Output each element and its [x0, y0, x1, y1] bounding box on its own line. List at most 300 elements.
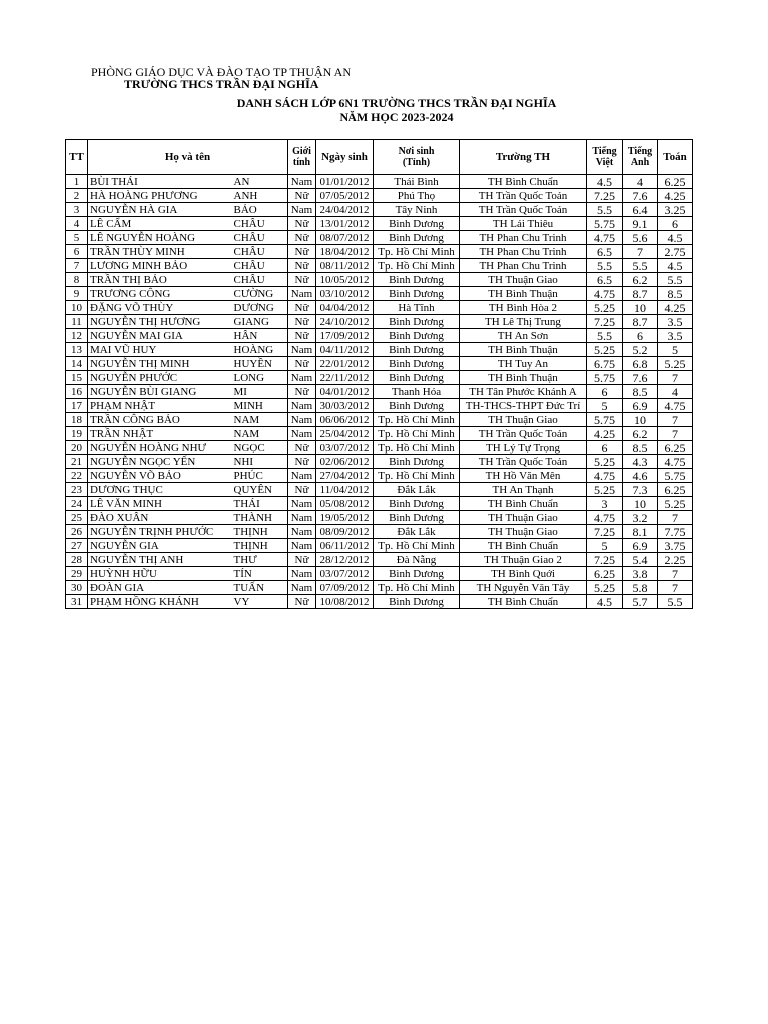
cell-dob: 05/08/2012	[316, 497, 374, 511]
cell-vietnamese-score: 5.5	[587, 259, 623, 273]
cell-math-score: 7	[658, 413, 693, 427]
cell-primary-school: TH Thuận Giao	[460, 413, 587, 427]
cell-english-score: 8.7	[623, 315, 658, 329]
cell-primary-school: TH Lý Tự Trọng	[460, 441, 587, 455]
cell-birthplace: Thanh Hóa	[374, 385, 460, 399]
cell-gender: Nữ	[288, 385, 316, 399]
cell-vietnamese-score: 5.75	[587, 413, 623, 427]
table-row	[66, 497, 693, 511]
table-row	[66, 245, 693, 259]
cell-birthplace: Bình Dương	[374, 273, 460, 287]
cell-dob: 04/01/2012	[316, 385, 374, 399]
cell-family-name: TRẦN THỊ BẢO	[88, 273, 232, 287]
cell-math-score: 5	[658, 343, 693, 357]
cell-dob: 06/11/2012	[316, 539, 374, 553]
table-row	[66, 455, 693, 469]
table-row	[66, 175, 693, 189]
cell-english-score: 6.9	[623, 399, 658, 413]
table-row	[66, 315, 693, 329]
school-year: NĂM HỌC 2023-2024	[339, 110, 454, 124]
cell-primary-school: TH Trần Quốc Toản	[460, 455, 587, 469]
cell-family-name: NGUYỄN NGỌC YẾN	[88, 455, 232, 469]
cell-primary-school: TH Trần Quốc Toản	[460, 189, 587, 203]
cell-family-name: HÀ HOÀNG PHƯƠNG	[88, 189, 232, 203]
cell-english-score: 5.8	[623, 581, 658, 595]
cell-tt: 6	[66, 245, 88, 259]
table-row	[66, 525, 693, 539]
cell-vietnamese-score: 5.25	[587, 301, 623, 315]
cell-math-score: 7	[658, 567, 693, 581]
cell-tt: 1	[66, 175, 88, 189]
cell-given-name: LONG	[232, 371, 288, 385]
cell-dob: 07/05/2012	[316, 189, 374, 203]
cell-given-name: HOÀNG	[232, 343, 288, 357]
cell-english-score: 10	[623, 413, 658, 427]
cell-vietnamese-score: 7.25	[587, 189, 623, 203]
cell-primary-school: TH Phan Chu Trinh	[460, 231, 587, 245]
cell-given-name: QUYÊN	[232, 483, 288, 497]
cell-math-score: 8.5	[658, 287, 693, 301]
cell-english-score: 9.1	[623, 217, 658, 231]
table-row	[66, 539, 693, 553]
cell-family-name: LƯƠNG MINH BẢO	[88, 259, 232, 273]
cell-given-name: THÁI	[232, 497, 288, 511]
cell-tt: 11	[66, 315, 88, 329]
cell-math-score: 6.25	[658, 441, 693, 455]
cell-english-score: 7.6	[623, 371, 658, 385]
cell-dob: 03/07/2012	[316, 441, 374, 455]
cell-gender: Nữ	[288, 273, 316, 287]
cell-english-score: 4.6	[623, 469, 658, 483]
cell-family-name: ĐOÀN GIA	[88, 581, 232, 595]
table-row	[66, 469, 693, 483]
cell-birthplace: Bình Dương	[374, 455, 460, 469]
cell-family-name: NGUYỄN PHƯỚC	[88, 371, 232, 385]
cell-english-score: 4	[623, 175, 658, 189]
cell-primary-school: TH Phan Chu Trinh	[460, 259, 587, 273]
cell-gender: Nam	[288, 539, 316, 553]
cell-dob: 22/01/2012	[316, 357, 374, 371]
document-title: DANH SÁCH LỚP 6N1 TRƯỜNG THCS TRẦN ĐẠI NGHĨA	[236, 96, 557, 110]
cell-tt: 27	[66, 539, 88, 553]
cell-math-score: 6.25	[658, 483, 693, 497]
col-header-math: Toán	[658, 140, 693, 175]
cell-dob: 11/04/2012	[316, 483, 374, 497]
cell-given-name: THƯ	[232, 553, 288, 567]
cell-english-score: 3.8	[623, 567, 658, 581]
cell-primary-school: TH Bình Chuẩn	[460, 175, 587, 189]
cell-english-score: 5.5	[623, 259, 658, 273]
cell-math-score: 2.25	[658, 553, 693, 567]
cell-math-score: 3.5	[658, 329, 693, 343]
cell-tt: 21	[66, 455, 88, 469]
cell-vietnamese-score: 7.25	[587, 553, 623, 567]
cell-birthplace: Tp. Hồ Chí Minh	[374, 245, 460, 259]
cell-math-score: 5.25	[658, 357, 693, 371]
cell-gender: Nam	[288, 497, 316, 511]
cell-gender: Nam	[288, 287, 316, 301]
department-name: PHÒNG GIÁO DỤC VÀ ĐÀO TẠO TP THUẬN AN	[91, 65, 352, 79]
cell-gender: Nữ	[288, 189, 316, 203]
cell-math-score: 5.25	[658, 497, 693, 511]
cell-vietnamese-score: 3	[587, 497, 623, 511]
cell-given-name: BẢO	[232, 203, 288, 217]
table-row	[66, 595, 693, 609]
cell-given-name: HUYỀN	[232, 357, 288, 371]
cell-english-score: 5.7	[623, 595, 658, 609]
cell-family-name: PHẠM HỒNG KHÁNH	[88, 595, 232, 609]
table-row	[66, 483, 693, 497]
cell-gender: Nữ	[288, 217, 316, 231]
cell-tt: 3	[66, 203, 88, 217]
cell-primary-school: TH Thuận Giao 2	[460, 553, 587, 567]
cell-given-name: ANH	[232, 189, 288, 203]
table-row	[66, 287, 693, 301]
cell-dob: 13/01/2012	[316, 217, 374, 231]
cell-family-name: NGUYỄN HOÀNG NHƯ	[88, 441, 232, 455]
cell-family-name: NGUYỄN THỊ ANH	[88, 553, 232, 567]
cell-dob: 17/09/2012	[316, 329, 374, 343]
cell-math-score: 4.25	[658, 189, 693, 203]
cell-tt: 10	[66, 301, 88, 315]
table-row	[66, 413, 693, 427]
cell-math-score: 3.25	[658, 203, 693, 217]
cell-primary-school: TH-THCS-THPT Đức Trí	[460, 399, 587, 413]
cell-given-name: CHÂU	[232, 259, 288, 273]
col-header-dob: Ngày sinh	[316, 140, 374, 175]
col-header-gender: Giới tính	[288, 140, 316, 175]
cell-english-score: 6.2	[623, 427, 658, 441]
cell-given-name: MI	[232, 385, 288, 399]
cell-tt: 2	[66, 189, 88, 203]
cell-tt: 31	[66, 595, 88, 609]
cell-math-score: 6.25	[658, 175, 693, 189]
cell-gender: Nữ	[288, 245, 316, 259]
cell-dob: 10/08/2012	[316, 595, 374, 609]
cell-tt: 9	[66, 287, 88, 301]
cell-given-name: NAM	[232, 413, 288, 427]
cell-birthplace: Thái Bình	[374, 175, 460, 189]
cell-dob: 01/01/2012	[316, 175, 374, 189]
cell-math-score: 7	[658, 581, 693, 595]
cell-birthplace: Bình Dương	[374, 567, 460, 581]
table-row	[66, 399, 693, 413]
cell-math-score: 6	[658, 217, 693, 231]
cell-vietnamese-score: 5.75	[587, 217, 623, 231]
cell-math-score: 7	[658, 427, 693, 441]
cell-english-score: 6.2	[623, 273, 658, 287]
cell-given-name: CHÂU	[232, 245, 288, 259]
cell-birthplace: Bình Dương	[374, 357, 460, 371]
cell-vietnamese-score: 4.75	[587, 469, 623, 483]
cell-dob: 03/10/2012	[316, 287, 374, 301]
cell-math-score: 4.5	[658, 259, 693, 273]
cell-family-name: PHẠM NHẬT	[88, 399, 232, 413]
cell-dob: 24/10/2012	[316, 315, 374, 329]
cell-gender: Nữ	[288, 441, 316, 455]
cell-english-score: 4.3	[623, 455, 658, 469]
cell-english-score: 7.3	[623, 483, 658, 497]
cell-dob: 04/11/2012	[316, 343, 374, 357]
cell-family-name: NGUYỄN HÀ GIA	[88, 203, 232, 217]
cell-family-name: NGUYỄN THỊ HƯƠNG	[88, 315, 232, 329]
cell-family-name: MAI VŨ HUY	[88, 343, 232, 357]
cell-primary-school: TH Bình Quới	[460, 567, 587, 581]
cell-tt: 26	[66, 525, 88, 539]
cell-birthplace: Bình Dương	[374, 399, 460, 413]
cell-english-score: 5.6	[623, 231, 658, 245]
table-row	[66, 427, 693, 441]
cell-dob: 08/07/2012	[316, 231, 374, 245]
cell-given-name: AN	[232, 175, 288, 189]
cell-gender: Nam	[288, 469, 316, 483]
cell-gender: Nữ	[288, 259, 316, 273]
cell-tt: 5	[66, 231, 88, 245]
cell-birthplace: Bình Dương	[374, 595, 460, 609]
cell-birthplace: Tp. Hồ Chí Minh	[374, 259, 460, 273]
cell-primary-school: TH An Sơn	[460, 329, 587, 343]
cell-english-score: 8.1	[623, 525, 658, 539]
cell-family-name: DƯƠNG THỤC	[88, 483, 232, 497]
cell-birthplace: Phú Thọ	[374, 189, 460, 203]
cell-gender: Nam	[288, 175, 316, 189]
cell-tt: 22	[66, 469, 88, 483]
cell-dob: 06/06/2012	[316, 413, 374, 427]
cell-vietnamese-score: 5.5	[587, 329, 623, 343]
table-row	[66, 273, 693, 287]
cell-vietnamese-score: 7.25	[587, 525, 623, 539]
cell-gender: Nam	[288, 581, 316, 595]
cell-gender: Nữ	[288, 455, 316, 469]
cell-dob: 03/07/2012	[316, 567, 374, 581]
cell-english-score: 5.4	[623, 553, 658, 567]
cell-tt: 14	[66, 357, 88, 371]
table-header	[66, 140, 693, 175]
cell-dob: 08/11/2012	[316, 259, 374, 273]
cell-math-score: 4.75	[658, 455, 693, 469]
cell-gender: Nam	[288, 567, 316, 581]
cell-english-score: 6.9	[623, 539, 658, 553]
cell-family-name: LÊ NGUYỄN HOÀNG	[88, 231, 232, 245]
cell-birthplace: Bình Dương	[374, 231, 460, 245]
cell-gender: Nữ	[288, 301, 316, 315]
col-header-english: Tiếng Anh	[623, 140, 658, 175]
cell-birthplace: Bình Dương	[374, 343, 460, 357]
cell-tt: 24	[66, 497, 88, 511]
cell-primary-school: TH Trần Quốc Toản	[460, 427, 587, 441]
table-row	[66, 329, 693, 343]
cell-given-name: PHÚC	[232, 469, 288, 483]
table-row	[66, 259, 693, 273]
cell-given-name: TUẤN	[232, 581, 288, 595]
cell-dob: 19/05/2012	[316, 511, 374, 525]
cell-tt: 16	[66, 385, 88, 399]
cell-birthplace: Tp. Hồ Chí Minh	[374, 441, 460, 455]
cell-math-score: 4.75	[658, 399, 693, 413]
cell-math-score: 7	[658, 371, 693, 385]
cell-given-name: VY	[232, 595, 288, 609]
cell-tt: 15	[66, 371, 88, 385]
cell-primary-school: TH Tân Phước Khánh A	[460, 385, 587, 399]
table-row	[66, 301, 693, 315]
cell-family-name: NGUYỄN GIA	[88, 539, 232, 553]
cell-vietnamese-score: 6.5	[587, 245, 623, 259]
cell-primary-school: TH Bình Chuẩn	[460, 497, 587, 511]
cell-tt: 25	[66, 511, 88, 525]
cell-english-score: 8.5	[623, 441, 658, 455]
cell-family-name: HUỲNH HỮU	[88, 567, 232, 581]
cell-gender: Nữ	[288, 595, 316, 609]
cell-tt: 4	[66, 217, 88, 231]
cell-family-name: NGUYỄN THỊ MINH	[88, 357, 232, 371]
cell-tt: 8	[66, 273, 88, 287]
cell-primary-school: TH Thuận Giao	[460, 525, 587, 539]
cell-primary-school: TH Phan Chu Trinh	[460, 245, 587, 259]
cell-tt: 18	[66, 413, 88, 427]
table-row	[66, 217, 693, 231]
cell-family-name: LÊ VĂN MINH	[88, 497, 232, 511]
cell-vietnamese-score: 4.25	[587, 427, 623, 441]
cell-gender: Nam	[288, 343, 316, 357]
cell-primary-school: TH An Thạnh	[460, 483, 587, 497]
cell-tt: 28	[66, 553, 88, 567]
cell-gender: Nữ	[288, 231, 316, 245]
cell-family-name: TRƯƠNG CÔNG	[88, 287, 232, 301]
cell-vietnamese-score: 4.5	[587, 595, 623, 609]
cell-primary-school: TH Thuận Giao	[460, 511, 587, 525]
table-row	[66, 567, 693, 581]
cell-given-name: HÂN	[232, 329, 288, 343]
cell-tt: 17	[66, 399, 88, 413]
cell-primary-school: TH Bình Chuẩn	[460, 539, 587, 553]
cell-birthplace: Bình Dương	[374, 511, 460, 525]
cell-vietnamese-score: 5	[587, 399, 623, 413]
cell-family-name: TRẦN NHẬT	[88, 427, 232, 441]
cell-vietnamese-score: 5.5	[587, 203, 623, 217]
cell-vietnamese-score: 5	[587, 539, 623, 553]
cell-math-score: 4.5	[658, 231, 693, 245]
table-row	[66, 189, 693, 203]
cell-family-name: TRẦN THÙY MINH	[88, 245, 232, 259]
table-row	[66, 371, 693, 385]
cell-english-score: 10	[623, 301, 658, 315]
cell-gender: Nam	[288, 427, 316, 441]
cell-family-name: NGUYỄN BÙI GIANG	[88, 385, 232, 399]
cell-math-score: 3.5	[658, 315, 693, 329]
cell-dob: 27/04/2012	[316, 469, 374, 483]
cell-vietnamese-score: 4.75	[587, 231, 623, 245]
table-row	[66, 511, 693, 525]
cell-vietnamese-score: 6.25	[587, 567, 623, 581]
cell-english-score: 7.6	[623, 189, 658, 203]
cell-gender: Nữ	[288, 357, 316, 371]
cell-english-score: 8.7	[623, 287, 658, 301]
cell-family-name: TRẦN CÔNG BẢO	[88, 413, 232, 427]
cell-math-score: 7.75	[658, 525, 693, 539]
cell-vietnamese-score: 5.25	[587, 581, 623, 595]
cell-family-name: NGUYỄN VÕ BẢO	[88, 469, 232, 483]
cell-dob: 02/06/2012	[316, 455, 374, 469]
cell-english-score: 6.8	[623, 357, 658, 371]
cell-dob: 24/04/2012	[316, 203, 374, 217]
cell-primary-school: TH Nguyễn Văn Tây	[460, 581, 587, 595]
cell-birthplace: Bình Dương	[374, 287, 460, 301]
cell-tt: 7	[66, 259, 88, 273]
cell-birthplace: Tp. Hồ Chí Minh	[374, 427, 460, 441]
cell-math-score: 5.5	[658, 273, 693, 287]
cell-english-score: 3.2	[623, 511, 658, 525]
cell-english-score: 7	[623, 245, 658, 259]
cell-dob: 22/11/2012	[316, 371, 374, 385]
cell-given-name: TÍN	[232, 567, 288, 581]
cell-birthplace: Tp. Hồ Chí Minh	[374, 581, 460, 595]
cell-primary-school: TH Trần Quốc Toản	[460, 203, 587, 217]
cell-english-score: 8.5	[623, 385, 658, 399]
cell-vietnamese-score: 5.25	[587, 455, 623, 469]
cell-family-name: NGUYỄN TRỊNH PHƯỚC	[88, 525, 232, 539]
cell-given-name: NAM	[232, 427, 288, 441]
cell-english-score: 6.4	[623, 203, 658, 217]
cell-vietnamese-score: 4.75	[587, 287, 623, 301]
cell-dob: 18/04/2012	[316, 245, 374, 259]
cell-given-name: CHÂU	[232, 217, 288, 231]
cell-family-name: LÊ CẨM	[88, 217, 232, 231]
cell-gender: Nam	[288, 399, 316, 413]
table-row	[66, 385, 693, 399]
cell-dob: 30/03/2012	[316, 399, 374, 413]
cell-vietnamese-score: 6	[587, 441, 623, 455]
class-roster-table	[65, 139, 693, 609]
cell-english-score: 10	[623, 497, 658, 511]
cell-tt: 23	[66, 483, 88, 497]
cell-given-name: DƯƠNG	[232, 301, 288, 315]
cell-gender: Nam	[288, 203, 316, 217]
table-row	[66, 441, 693, 455]
cell-math-score: 4	[658, 385, 693, 399]
cell-birthplace: Đà Nẵng	[374, 553, 460, 567]
cell-dob: 25/04/2012	[316, 427, 374, 441]
cell-tt: 29	[66, 567, 88, 581]
cell-vietnamese-score: 4.75	[587, 511, 623, 525]
cell-given-name: CƯỜNG	[232, 287, 288, 301]
school-name: TRƯỜNG THCS TRẦN ĐẠI NGHĨA	[124, 77, 319, 91]
cell-vietnamese-score: 5.25	[587, 343, 623, 357]
cell-gender: Nam	[288, 511, 316, 525]
cell-vietnamese-score: 6.75	[587, 357, 623, 371]
cell-primary-school: TH Hồ Văn Mên	[460, 469, 587, 483]
cell-birthplace: Bình Dương	[374, 315, 460, 329]
table-row	[66, 343, 693, 357]
cell-birthplace: Tp. Hồ Chí Minh	[374, 469, 460, 483]
cell-tt: 13	[66, 343, 88, 357]
cell-primary-school: TH Thuận Giao	[460, 273, 587, 287]
cell-birthplace: Bình Dương	[374, 371, 460, 385]
cell-primary-school: TH Lái Thiêu	[460, 217, 587, 231]
cell-birthplace: Bình Dương	[374, 217, 460, 231]
cell-gender: Nữ	[288, 553, 316, 567]
cell-vietnamese-score: 6	[587, 385, 623, 399]
cell-birthplace: Bình Dương	[374, 329, 460, 343]
cell-english-score: 5.2	[623, 343, 658, 357]
cell-vietnamese-score: 7.25	[587, 315, 623, 329]
cell-dob: 10/05/2012	[316, 273, 374, 287]
cell-math-score: 4.25	[658, 301, 693, 315]
cell-given-name: THÀNH	[232, 511, 288, 525]
cell-given-name: NHI	[232, 455, 288, 469]
cell-family-name: BÙI THÁI	[88, 175, 232, 189]
cell-family-name: NGUYỄN MAI GIA	[88, 329, 232, 343]
cell-birthplace: Bình Dương	[374, 497, 460, 511]
